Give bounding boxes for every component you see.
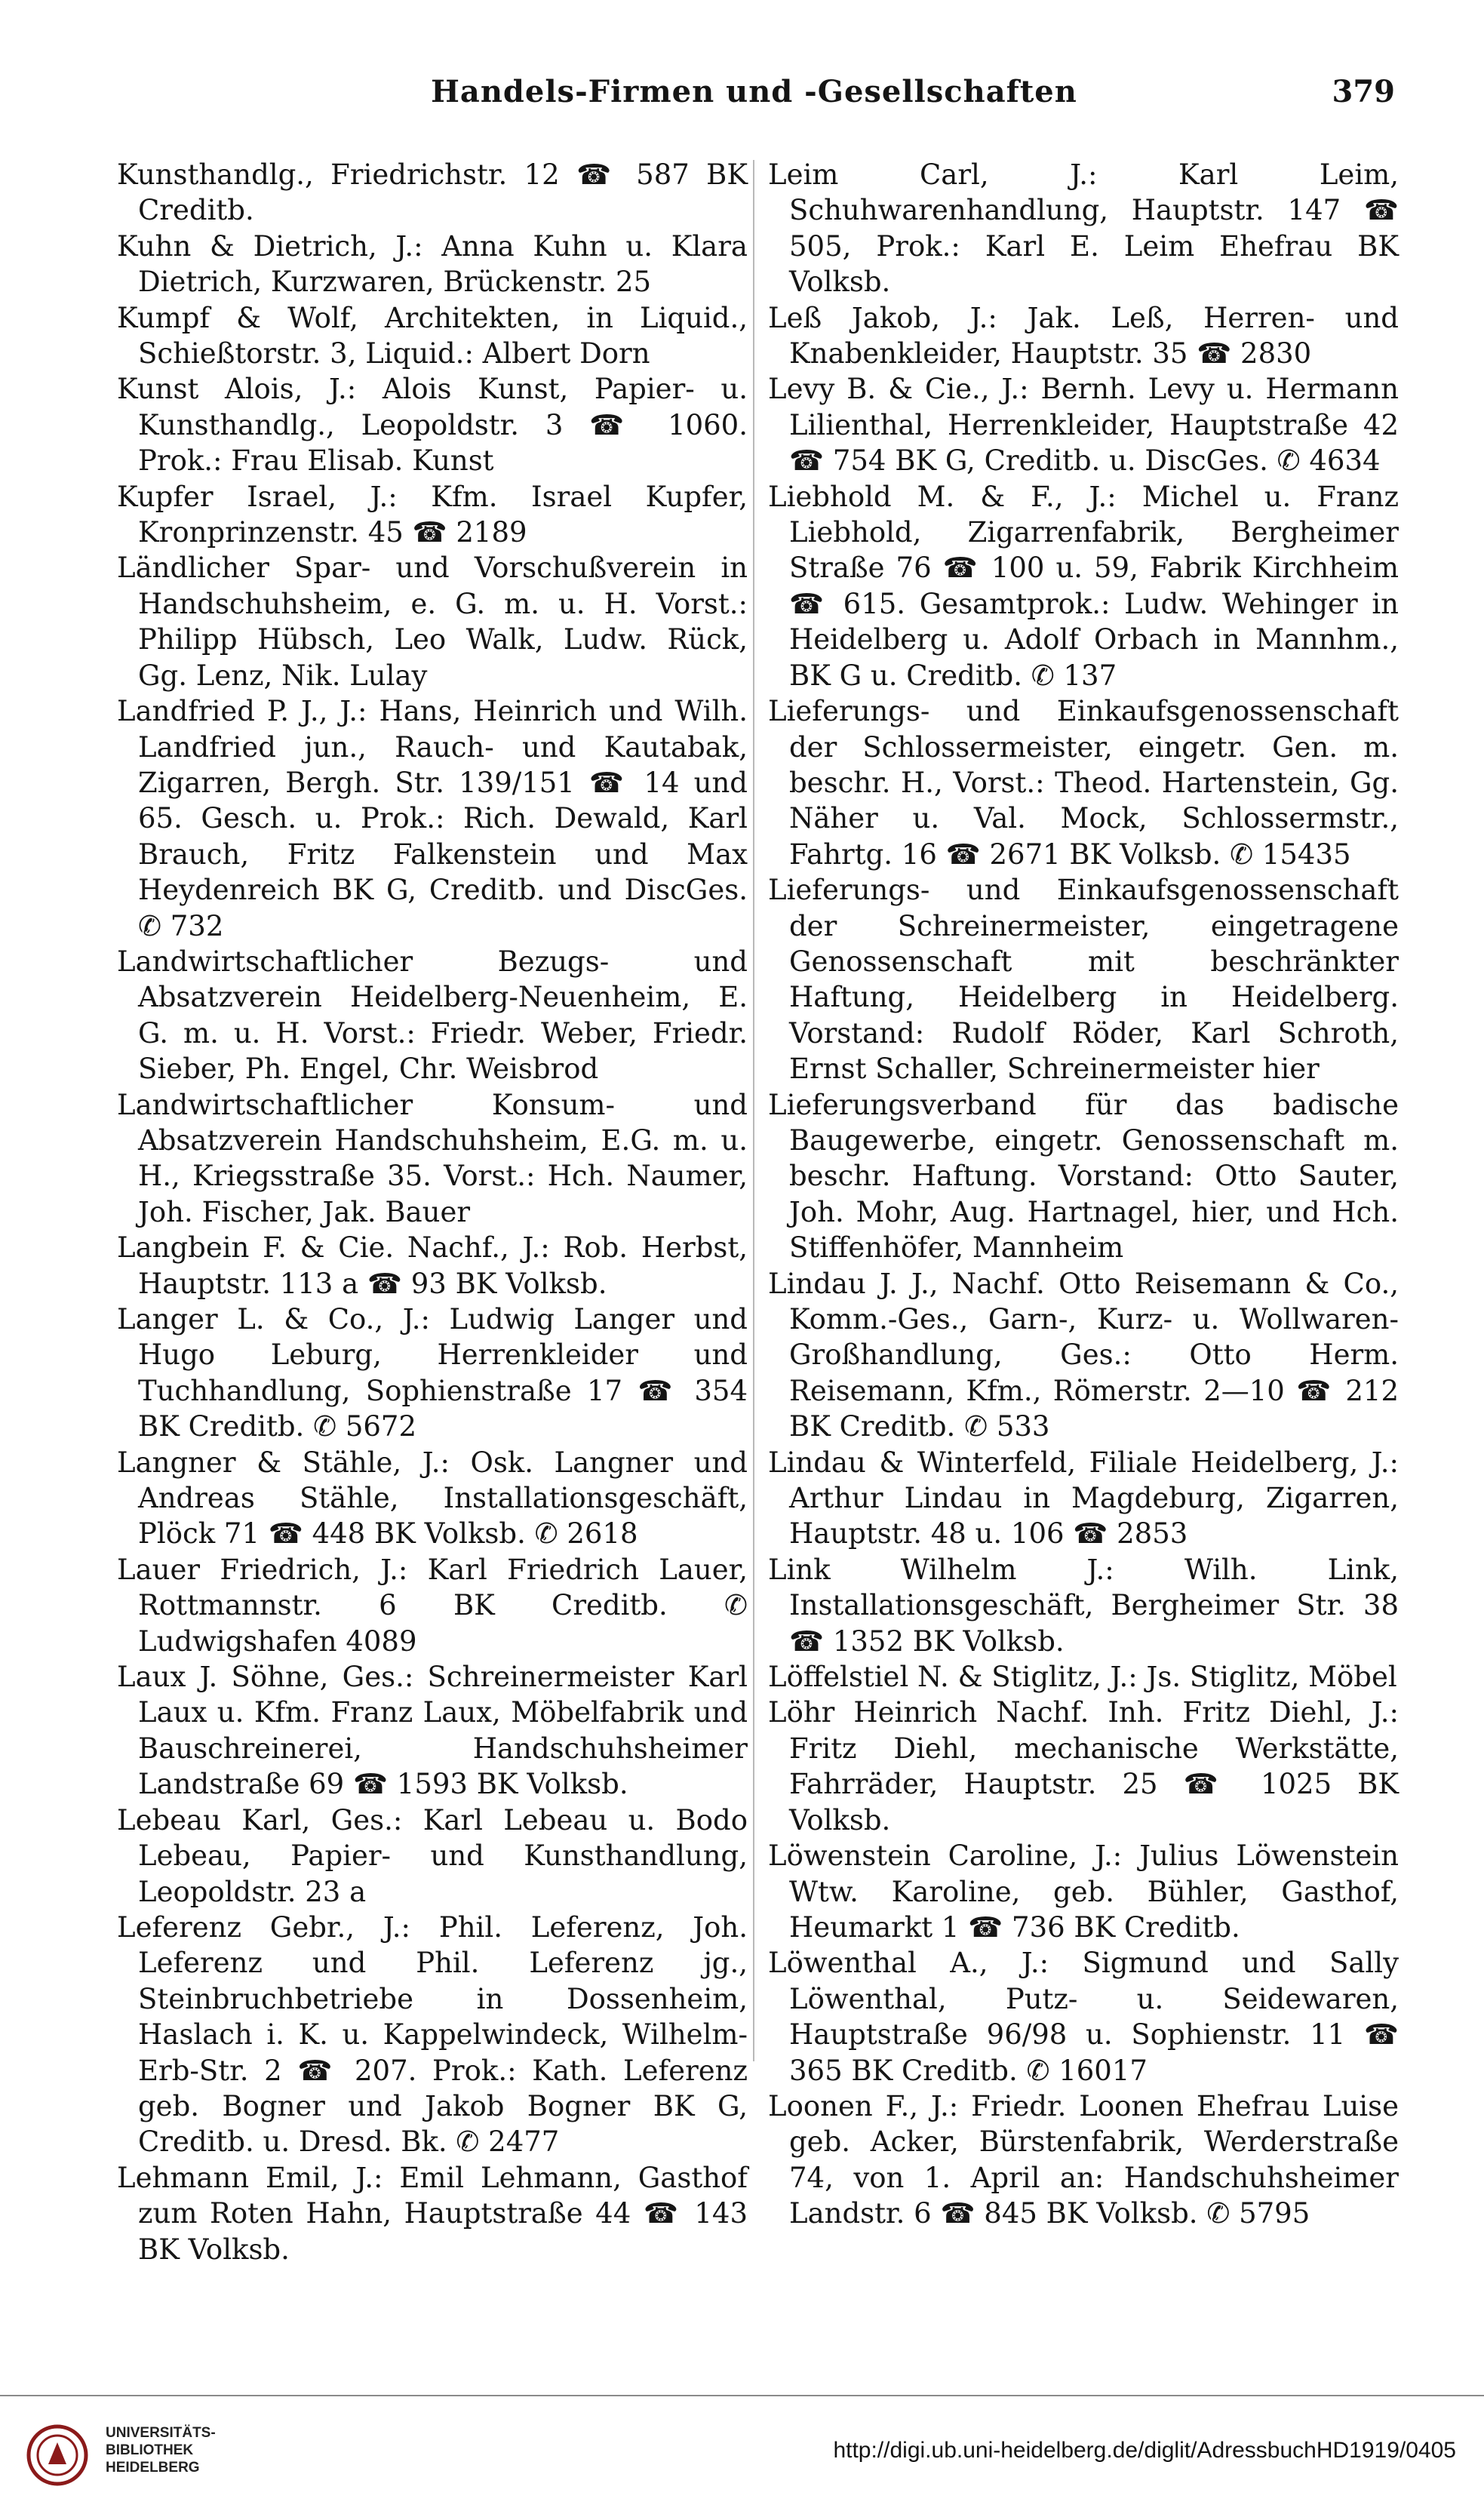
directory-entry: Leferenz Gebr., J.: Phil. Leferenz, Joh. Leferenz und Phil. Leferenz jg., Steinbruchbetriebe in Dossenheim, Haslach i. K. u. Kappelwindeck, Wilhelm-Erb-Str. 2 ☎ 207. Prok.: Kath. Leferenz geb. Bogner und Jakob Bogner BK G, Creditb. u. Dresd. Bk. ✆ 2477 [117,1910,748,2159]
directory-entry: Kupfer Israel, J.: Kfm. Israel Kupfer, Kronprinzenstr. 45 ☎ 2189 [117,480,748,549]
left-column [117,157,748,2267]
directory-entry: Laux J. Söhne, Ges.: Schreinermeister Karl Laux u. Kfm. Franz Laux, Möbelfabrik und Bauschreinerei, Handschuhsheimer Landstraße 69 ☎ 1593 BK Volksb. [117,1661,748,1801]
directory-entry: Lehmann Emil, J.: Emil Lehmann, Gasthof zum Roten Hahn, Hauptstraße 44 ☎ 143 BK Volksb. [117,2161,748,2266]
directory-entry: Lindau & Winterfeld, Filiale Heidelberg, J.: Arthur Lindau in Magdeburg, Zigarren, Hauptstr. 48 u. 106 ☎ 2853 [768,1446,1399,1551]
directory-entry: Kunsthandlg., Friedrichstr. 12 ☎ 587 BK Creditb. [117,158,748,227]
directory-entry: Löwenstein Caroline, J.: Julius Löwenstein Wtw. Karoline, geb. Bühler, Gasthof, Heumarkt 1 ☎ 736 BK Creditb. [768,1840,1399,1944]
directory-entry: Leim Carl, J.: Karl Leim, Schuhwarenhandlung, Hauptstr. 147 ☎ 505, Prok.: Karl E. Leim Ehefrau BK Volksb. [768,158,1399,299]
directory-entry: Lieferungs- und Einkaufsgenossenschaft der Schreinermeister, eingetragene Genossenschaft mit beschränkter Haftung, Heidelberg in Heidelberg. Vorstand: Rudolf Röder, Karl Schroth, Ernst Schaller, Schreinermeister hier [768,874,1399,1086]
directory-entry: Langer L. & Co., J.: Ludwig Langer und Hugo Leburg, Herrenkleider und Tuchhandlung, Sophienstraße 17 ☎ 354 BK Creditb. ✆ 5672 [117,1303,748,1443]
running-head: Handels-Firmen und -Gesellschaften [431,74,1077,109]
directory-entry: Ländlicher Spar- und Vorschußverein in Handschuhsheim, e. G. m. u. H. Vorst.: Philipp Hübsch, Leo Walk, Ludw. Rück, Gg. Lenz, Nik. Lulay [117,552,748,692]
directory-entry: Langner & Stähle, J.: Osk. Langner und Andreas Stähle, Installationsgeschäft, Plöck 71 ☎ 448 BK Volksb. ✆ 2618 [117,1446,748,1551]
directory-entry: Kunst Alois, J.: Alois Kunst, Papier- u. Kunsthandlg., Leopoldstr. 3 ☎ 1060. Prok.: Frau Elisab. Kunst [117,373,748,478]
directory-entry: Langbein F. & Cie. Nachf., J.: Rob. Herbst, Hauptstr. 113 a ☎ 93 BK Volksb. [117,1231,748,1300]
page-header [113,74,1395,119]
directory-entry: Kumpf & Wolf, Architekten, in Liquid., Schießtorstr. 3, Liquid.: Albert Dorn [117,301,748,370]
directory-entry: Löhr Heinrich Nachf. Inh. Fritz Diehl, J.: Fritz Diehl, mechanische Werkstätte, Fahrräder, Hauptstr. 25 ☎ 1025 BK Volksb. [768,1696,1399,1836]
logo-line: HEIDELBERG [106,2460,200,2476]
source-url[interactable]: http://digi.ub.uni-heidelberg.de/diglit/AdressbuchHD1919/0405 [833,2438,1456,2463]
footer-rule [0,2395,1484,2396]
logo-line: UNIVERSITÄTS- [106,2425,216,2441]
column-divider [753,160,754,2061]
directory-entry: Landfried P. J., J.: Hans, Heinrich und Wilh. Landfried jun., Rauch- und Kautabak, Zigarren, Bergh. Str. 139/151 ☎ 14 und 65. Gesch. u. Prok.: Rich. Dewald, Karl Brauch, Fritz Falkenstein und Max Heydenreich BK G, Creditb. und DiscGes. ✆ 732 [117,695,748,942]
directory-entry: Landwirtschaftlicher Bezugs- und Absatzverein Heidelberg-Neuenheim, E. G. m. u. H. Vorst.: Friedr. Weber, Friedr. Sieber, Ph. Engel, Chr. Weisbrod [117,945,748,1086]
page-number: 379 [1332,74,1395,109]
directory-entry: Lindau J. J., Nachf. Otto Reisemann & Co., Komm.-Ges., Garn-, Kurz- u. Wollwaren-Großhandlung, Ges.: Otto Herm. Reisemann, Kfm., Römerstr. 2—10 ☎ 212 BK Creditb. ✆ 533 [768,1267,1399,1443]
right-column [768,157,1399,2232]
directory-entry: Lieferungs- und Einkaufsgenossenschaft der Schlossermeister, eingetr. Gen. m. beschr. H., Vorst.: Theod. Hartenstein, Gg. Näher u. Val. Mock, Schlossermstr., Fahrtg. 16 ☎ 2671 BK Volksb. ✆ 15435 [768,695,1399,871]
directory-entry: Levy B. & Cie., J.: Bernh. Levy u. Hermann Lilienthal, Herrenkleider, Hauptstraße 42 ☎ 754 BK G, Creditb. u. DiscGes. ✆ 4634 [768,373,1399,478]
library-logo-text [106,2424,216,2476]
directory-entry: Landwirtschaftlicher Konsum- und Absatzverein Handschuhsheim, E.G. m. u. H., Kriegsstraße 35. Vorst.: Hch. Naumer, Joh. Fischer, Jak. Bauer [117,1088,748,1228]
directory-entry: Leß Jakob, J.: Jak. Leß, Herren- und Knabenkleider, Hauptstr. 35 ☎ 2830 [768,301,1399,370]
directory-entry: Lauer Friedrich, J.: Karl Friedrich Lauer, Rottmannstr. 6 BK Creditb. ✆ Ludwigshafen 4089 [117,1553,748,1658]
directory-entry: Lebeau Karl, Ges.: Karl Lebeau u. Bodo Lebeau, Papier- und Kunsthandlung, Leopoldstr. 23 a [117,1803,748,1908]
directory-entry: Kuhn & Dietrich, J.: Anna Kuhn u. Klara Dietrich, Kurzwaren, Brückenstr. 25 [117,229,748,299]
directory-entry: Löffelstiel N. & Stiglitz, J.: Js. Stiglitz, Möbel [768,1661,1397,1694]
footer [0,2395,1484,2508]
directory-entry: Löwenthal A., J.: Sigmund und Sally Löwenthal, Putz- u. Seidewaren, Hauptstraße 96/98 u. Sophienstr. 11 ☎ 365 BK Creditb. ✆ 16017 [768,1947,1399,2087]
library-logo[interactable] [23,2421,216,2489]
logo-line: BIBLIOTHEK [106,2442,194,2458]
directory-entry: Liebhold M. & F., J.: Michel u. Franz Liebhold, Zigarrenfabrik, Bergheimer Straße 76 ☎ 100 u. 59, Fabrik Kirchheim ☎ 615. Gesamtprok.: Ludw. Wehinger in Heidelberg u. Adolf Orbach in Mannhm., BK G u. Creditb. ✆ 137 [768,480,1399,692]
seal-icon [23,2421,92,2489]
directory-entry: Loonen F., J.: Friedr. Loonen Ehefrau Luise geb. Acker, Bürstenfabrik, Werderstraße 74, von 1. April an: Handschuhsheimer Landstr. 6 ☎ 845 BK Volksb. ✆ 5795 [768,2089,1399,2230]
directory-entry: Link Wilhelm J.: Wilh. Link, Installationsgeschäft, Bergheimer Str. 38 ☎ 1352 BK Volksb. [768,1553,1399,1658]
directory-entry: Lieferungsverband für das badische Baugewerbe, eingetr. Genossenschaft m. beschr. Haftung. Vorstand: Otto Sauter, Joh. Mohr, Aug. Hartnagel, hier, und Hch. Stiffenhöfer, Mannheim [768,1088,1399,1265]
